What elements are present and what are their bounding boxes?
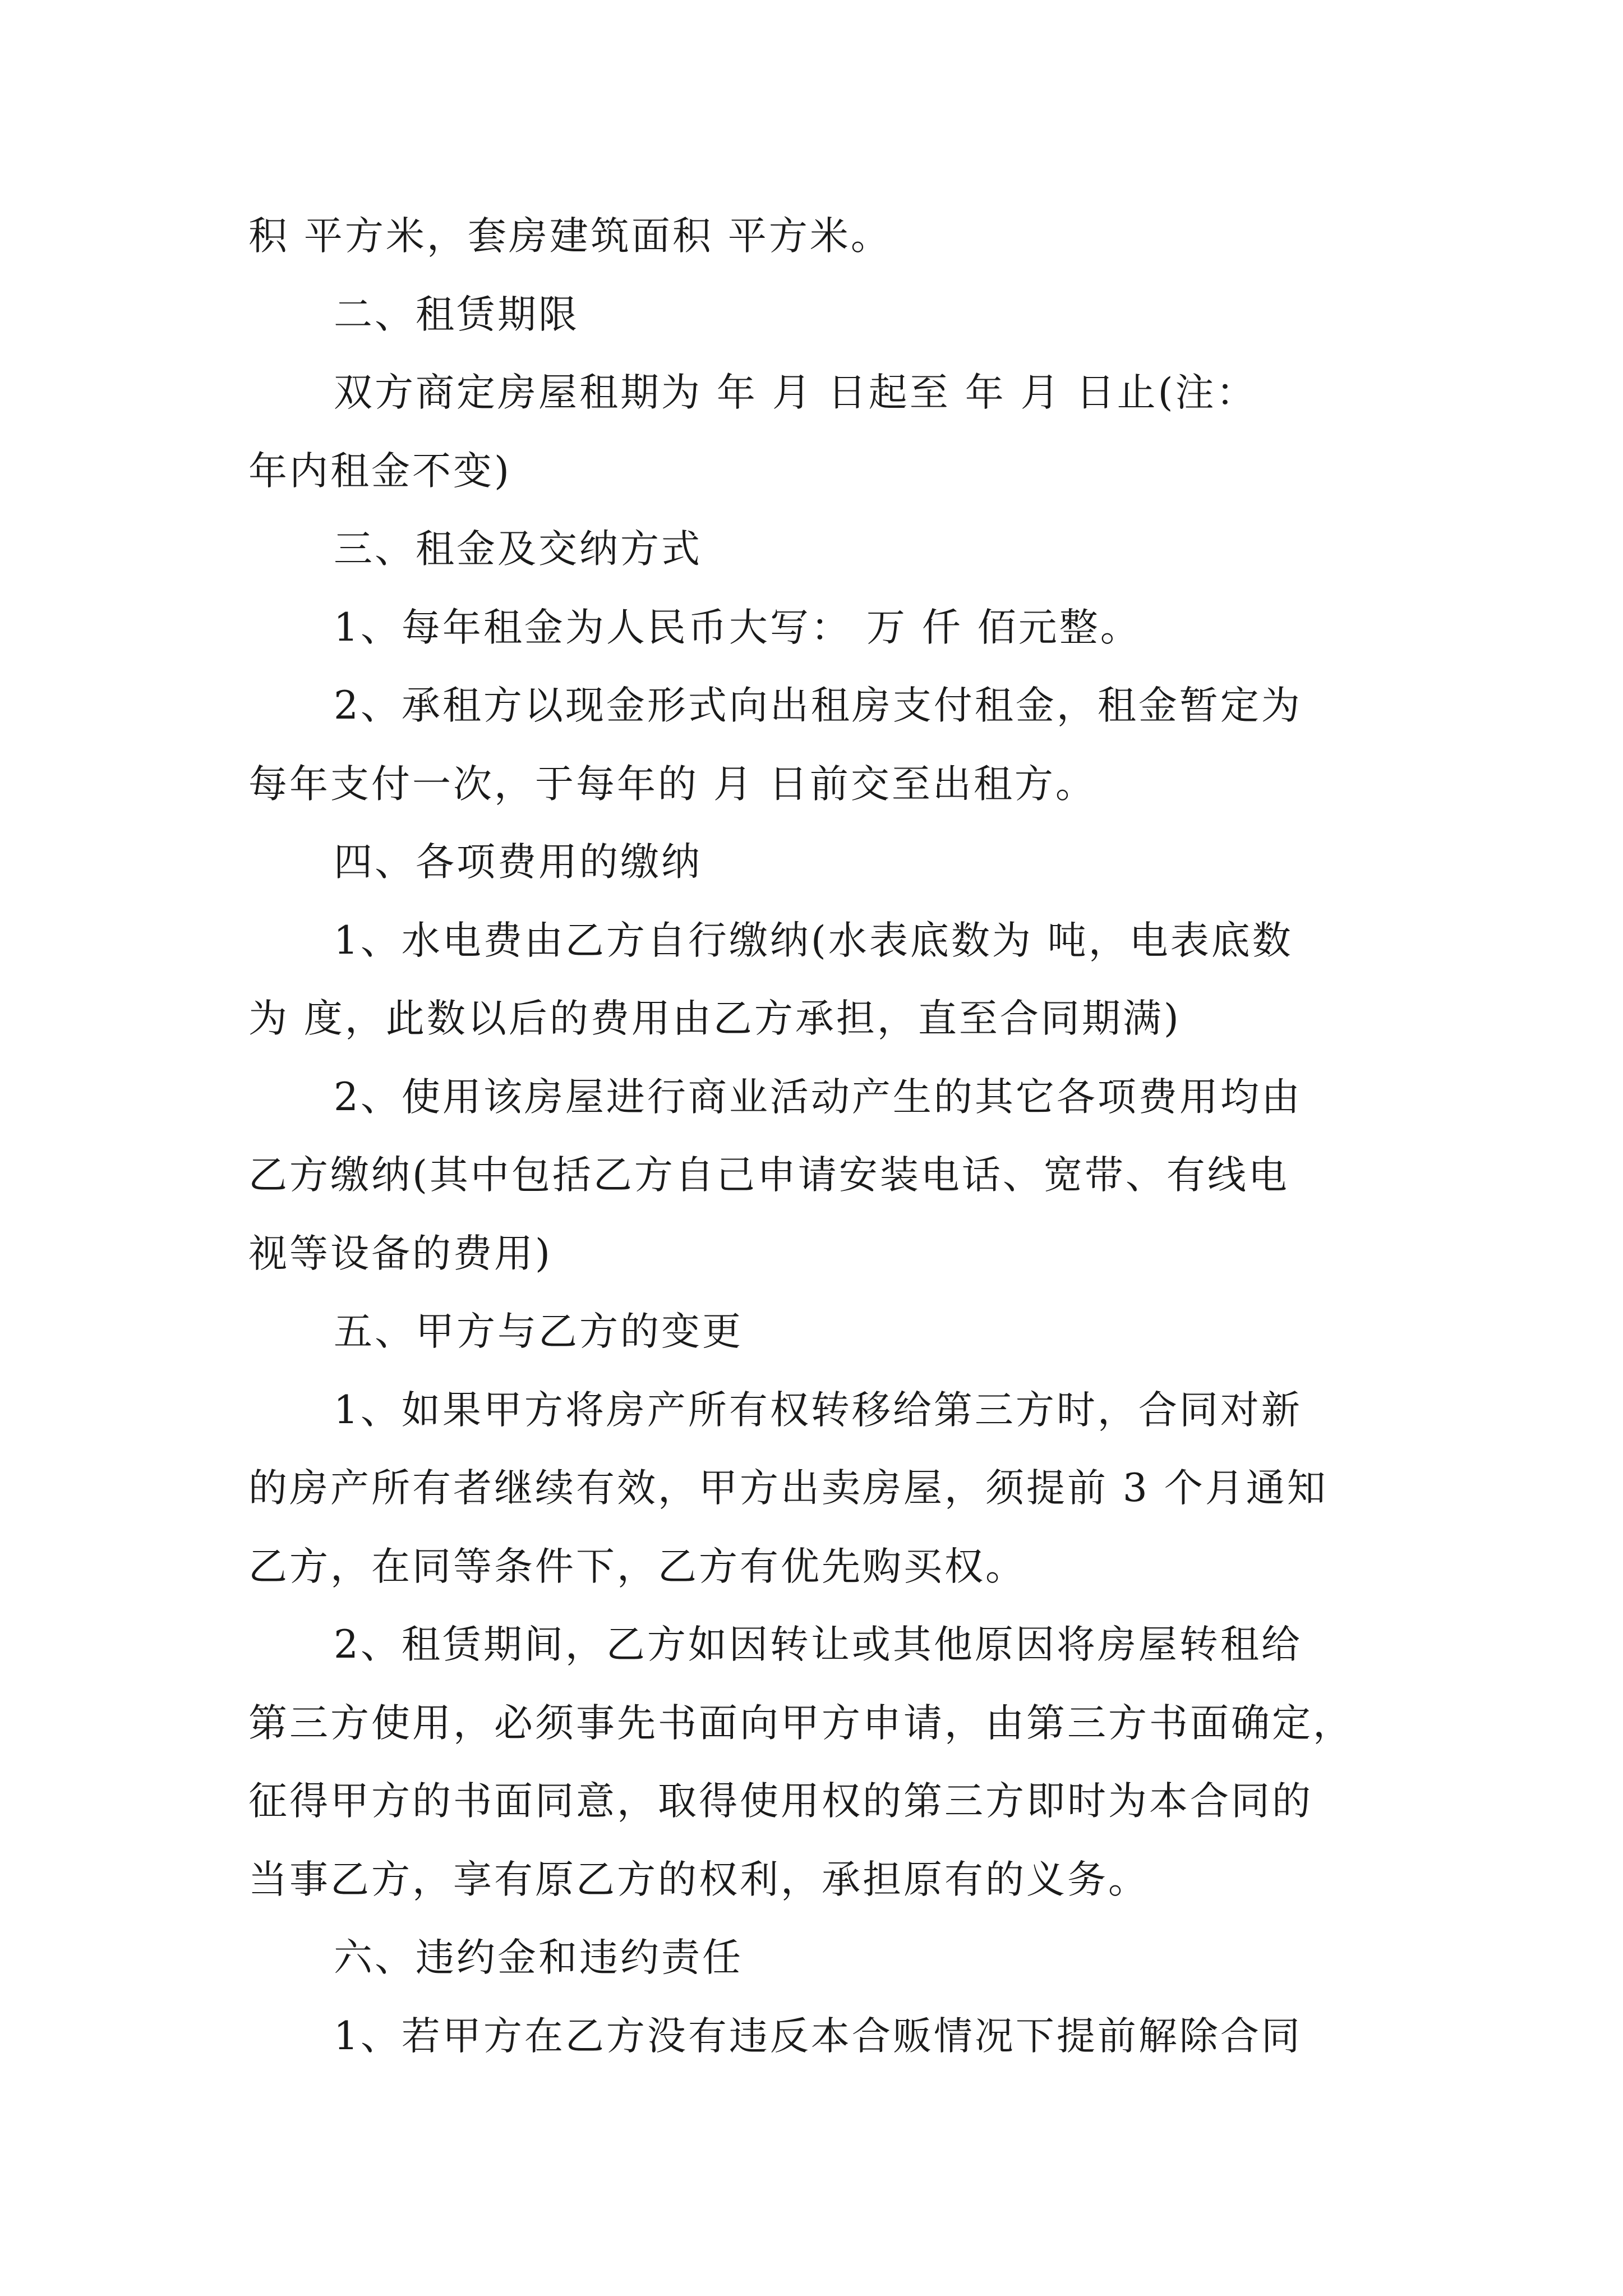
text-line: 每年支付一次，于每年的 月 日前交至出租方。 [248,761,1096,807]
paragraph-rent-amount [248,589,1393,668]
text-line: 2、租赁期间，乙方如因转让或其他原因将房屋转租给 [334,1622,1302,1667]
paragraph-other-fees [248,1059,1393,1294]
text-line: 1、每年租金为人民币大写： 万 仟 佰元整。 [334,605,1141,650]
text-line: 1、如果甲方将房产所有权转移给第三方时，合同对新 [334,1387,1302,1433]
contract-body [248,197,1393,2076]
text-line: 第三方使用，必须事先书面向甲方申请，由第三方书面确定， [248,1700,1354,1746]
text-line: 六、违约金和违约责任 [334,1935,743,1980]
text-line: 征得甲方的书面同意，取得使用权的第三方即时为本合同的 [248,1779,1313,1824]
section-heading-fees [248,823,1393,902]
section-heading-rent [248,510,1393,589]
text-line: 乙方，在同等条件下，乙方有优先购买权。 [248,1544,1026,1589]
paragraph-rent-payment [248,667,1393,823]
text-line: 的房产所有者继续有效，甲方出卖房屋，须提前 3 个月通知 [248,1466,1328,1511]
section-heading-breach [248,1919,1393,1998]
text-line: 五、甲方与乙方的变更 [334,1309,743,1354]
text-line: 视等设备的费用) [248,1231,552,1276]
paragraph-ownership-transfer [248,1372,1393,1607]
text-line: 为 度，此数以后的费用由乙方承担，直至合同期满) [248,996,1181,1041]
text-line: 2、使用该房屋进行商业活动产生的其它各项费用均由 [334,1074,1302,1120]
section-heading-party-change [248,1293,1393,1372]
paragraph-area-continuation [248,197,1393,276]
text-line: 积 平方米，套房建筑面积 平方米。 [248,214,892,259]
text-line: 乙方缴纳(其中包括乙方自己申请安装电话、宽带、有线电 [248,1153,1289,1198]
paragraph-lease-term [248,354,1393,510]
paragraph-early-termination [248,1998,1393,2076]
section-heading-lease-term [248,276,1393,355]
text-line: 1、若甲方在乙方没有违反本合贩情况下提前解除合同 [334,2013,1302,2059]
text-line: 二、租赁期限 [334,292,579,337]
paragraph-utilities [248,902,1393,1059]
text-line: 1、水电费由乙方自行缴纳(水表底数为 吨，电表底数 [334,918,1293,963]
text-line: 年内租金不变) [248,448,511,494]
paragraph-sublease [248,1606,1393,1919]
text-line: 三、租金及交纳方式 [334,527,702,572]
text-line: 双方商定房屋租期为 年 月 日起至 年 月 日止(注： [334,370,1257,415]
text-line: 当事乙方，享有原乙方的权利，承担原有的义务。 [248,1857,1149,1902]
text-line: 四、各项费用的缴纳 [334,840,702,885]
text-line: 2、承租方以现金形式向出租房支付租金，租金暂定为 [334,683,1302,728]
